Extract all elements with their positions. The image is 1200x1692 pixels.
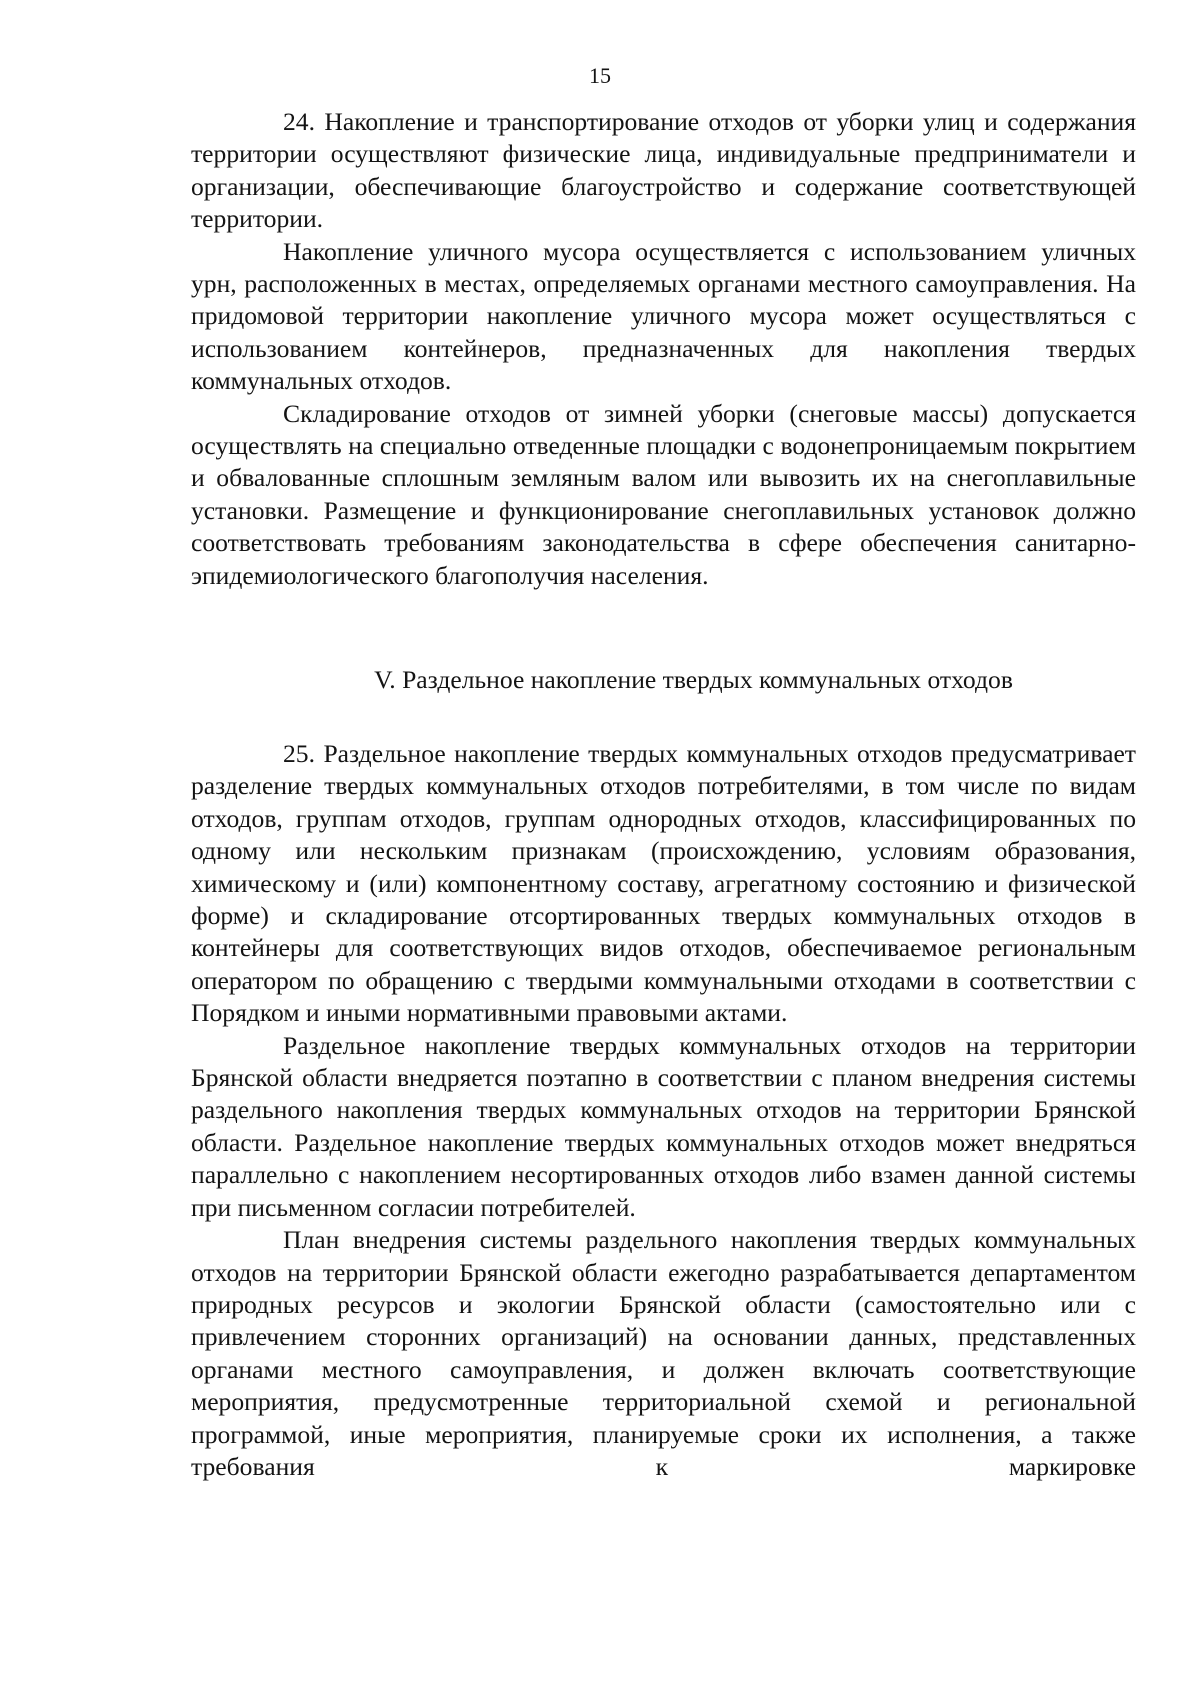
paragraph-street-litter: Накопление уличного мусора осуществляется с использованием уличных урн, расположенных в местах, определяемых органами местного самоуправления. На придомовой территории накопление уличного мусора может осуществляться с использованием контейнеров, предназначенных для накопления твердых коммунальных отходов. xyxy=(191,236,1136,396)
paragraph-stepwise-implementation: Раздельное накопление твердых коммунальных отходов на территории Брянской области внедряется поэтапно в соответствии с планом внедрения системы раздельного накопления твердых коммунальных отходов на территории Брянской области. Раздельное накопление твердых коммунальных отходов может внедряться параллельно с накоплением несортированных отходов либо взамен данной системы при письменном согласии потребителей. xyxy=(191,1030,1136,1222)
paragraphs-before-section xyxy=(191,106,1136,592)
page-number: 15 xyxy=(589,63,611,88)
paragraphs-after-section xyxy=(191,738,1136,1483)
section-heading: V. Раздельное накопление твердых коммунальных отходов xyxy=(374,665,1013,694)
paragraph-25: 25. Раздельное накопление твердых коммунальных отходов предусматривает разделение твердых коммунальных отходов потребителями, в том числе по видам отходов, группам отходов, группам однородных отходов, классифицированных по одному или нескольким признакам (происхождению, условиям образования, химическому и (или) компонентному составу, агрегатному состоянию и физической форме) и складирование отсортированных твердых коммунальных отходов в контейнеры для соответствующих видов отходов, обеспечиваемое региональным оператором по обращению с твердыми коммунальными отходами в соответствии с Порядком и иными нормативными правовыми актами. xyxy=(191,739,1136,1028)
paragraph-implementation-plan: План внедрения системы раздельного накопления твердых коммунальных отходов на территории Брянской области ежегодно разрабатывается департаментом природных ресурсов и экологии Брянской области (самостоятельно или с привлечением сторонних организаций) на основании данных, представленных органами местного самоуправления, и должен включать соответствующие мероприятия, предусмотренные территориальной схемой и региональной программой, иные мероприятия, планируемые сроки их исполнения, а также требования к маркировке xyxy=(191,1225,1136,1481)
paragraph-winter-snow: Складирование отходов от зимней уборки (снеговые массы) допускается осуществлять на специально отведенные площадки с водонепроницаемым покрытием и обвалованные сплошным земляным валом или вывозить их на снегоплавильные установки. Размещение и функционирование снегоплавильных установок должно соответствовать требованиям законодательства в сфере обеспечения санитарно-эпидемиологического благополучия населения. xyxy=(191,398,1136,590)
paragraph-24: 24. Накопление и транспортирование отходов от уборки улиц и содержания территории осуществляют физические лица, индивидуальные предприниматели и организации, обеспечивающие благоустройство и содержание соответствующей территории. xyxy=(191,107,1136,234)
